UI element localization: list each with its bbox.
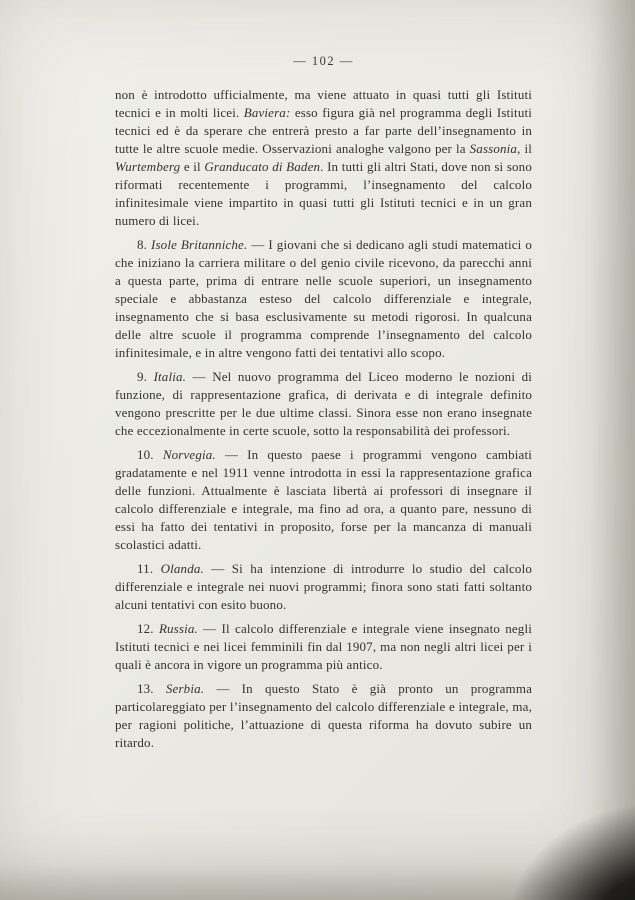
entry-title: Russia. bbox=[158, 621, 198, 636]
place-name-wurtemberg: Wurtemberg bbox=[115, 159, 181, 174]
text-block bbox=[115, 86, 532, 758]
paragraph-13-serbia bbox=[115, 680, 532, 752]
scan-edge-shadow-bottom bbox=[0, 865, 635, 900]
place-name-baden: Granducato di Baden bbox=[204, 159, 321, 174]
entry-separator: — bbox=[197, 621, 222, 636]
entry-separator: — bbox=[186, 369, 213, 384]
body-text: , il bbox=[517, 141, 532, 156]
scan-corner-shadow bbox=[510, 805, 635, 900]
entry-title: Norvegia. bbox=[162, 447, 216, 462]
entry-title: Serbia. bbox=[165, 681, 205, 696]
entry-separator: — bbox=[215, 447, 248, 462]
entry-number: 8. bbox=[137, 237, 151, 252]
entry-body: Il calcolo differenziale e integrale viene insegnato negli Istituti tecnici e nei licei femminili fin dal 1907, ma non negli altri licei per i quali è ancora in vigore un programma più antico. bbox=[115, 621, 532, 672]
entry-body: I giovani che si dedicano agli studi matematici o che iniziano la carriera militare o del genio civile ricevono, da parecchi anni a questa parte, prima di entrare nelle scuole superiori, un insegnamento speciale e abbastanza esteso del calcolo differenziale e integrale, insegnamento che si basa esclusivamente su metodi rigorosi. In qualcuna delle altre scuole il programma comprende l’insegnamento del calcolo infinitesimale, e in altre vengono fatti dei tentativi allo scopo. bbox=[115, 237, 532, 360]
entry-body: In questo Stato è già pronto un programma particolareggiato per l’insegnamento del calcolo differenziale e integrale, ma, per ragioni politiche, l’attuazione di questa riforma ha dovuto subire un ritardo. bbox=[115, 681, 533, 750]
page-number: — 102 — bbox=[293, 54, 354, 68]
entry-number: 11. bbox=[137, 561, 161, 576]
entry-number: 9. bbox=[137, 369, 154, 384]
entry-title: Olanda. bbox=[160, 561, 204, 576]
paragraph-10-norvegia bbox=[115, 446, 532, 554]
paragraph-11-olanda bbox=[115, 560, 532, 614]
body-text: . In tutti gli altri Stati, dove non si sono riformati recentemente i programmi, l’insegnamento del calcolo infinitesimale viene impartito in quasi tutti gli Istituti tecnici e in un gran numero di licei. bbox=[115, 159, 532, 228]
entry-separator: — bbox=[204, 681, 242, 696]
entry-separator: — bbox=[247, 237, 269, 252]
paragraph-12-russia bbox=[115, 620, 532, 674]
paragraph-continuation bbox=[115, 86, 532, 230]
entry-title: Isole Britanniche. bbox=[150, 237, 248, 252]
entry-number: 10. bbox=[137, 447, 163, 462]
entry-number: 13. bbox=[137, 681, 166, 696]
paragraph-8-isole-britanniche bbox=[115, 236, 532, 362]
entry-body: Nel nuovo programma del Liceo moderno le nozioni di funzione, di rappresentazione grafica, di derivata e di integrale definito vengono prescritte per le due ultime classi. Sinora esse non erano insegnate che eccezionalmente in certe scuole, sotto la responsabilità dei professori. bbox=[115, 369, 533, 438]
body-text: esso figura già nel programma degli Istituti tecnici ed è da sperare che entrerà presto a far parte dell’insegnamento in tutte le altre scuole medie. Osservazioni analoghe valgono per la bbox=[115, 105, 532, 156]
scan-edge-shadow-right bbox=[590, 0, 635, 900]
place-name-baviera: Baviera: bbox=[243, 105, 291, 120]
body-text: e il bbox=[180, 159, 205, 174]
entry-body: In questo paese i programmi vengono cambiati gradatamente e nel 1911 venne introdotta in essi la rappresentazione grafica delle funzioni. Attualmente è lasciata libertà ai professori di insegnare il calcolo differenziale e integrale, ma fino ad ora, a quanto pare, nessuno di essi ha fatto dei tentativi in proposito, forse per la mancanza di manuali scolastici adatti. bbox=[115, 447, 532, 552]
body-text: non è introdotto ufficialmente, ma viene attuato in quasi tutti gli Istituti tecnici e in molti licei. bbox=[115, 87, 532, 120]
paragraph-9-italia bbox=[115, 368, 532, 440]
place-name-sassonia: Sassonia bbox=[469, 141, 518, 156]
entry-title: Italia. bbox=[153, 369, 187, 384]
entry-number: 12. bbox=[137, 621, 159, 636]
entry-separator: — bbox=[203, 561, 232, 576]
entry-body: Si ha intenzione di introdurre lo studio del calcolo differenziale e integrale nei nuovi programmi; finora sono stati fatti soltanto alcuni tentativi con esito buono. bbox=[115, 561, 532, 612]
